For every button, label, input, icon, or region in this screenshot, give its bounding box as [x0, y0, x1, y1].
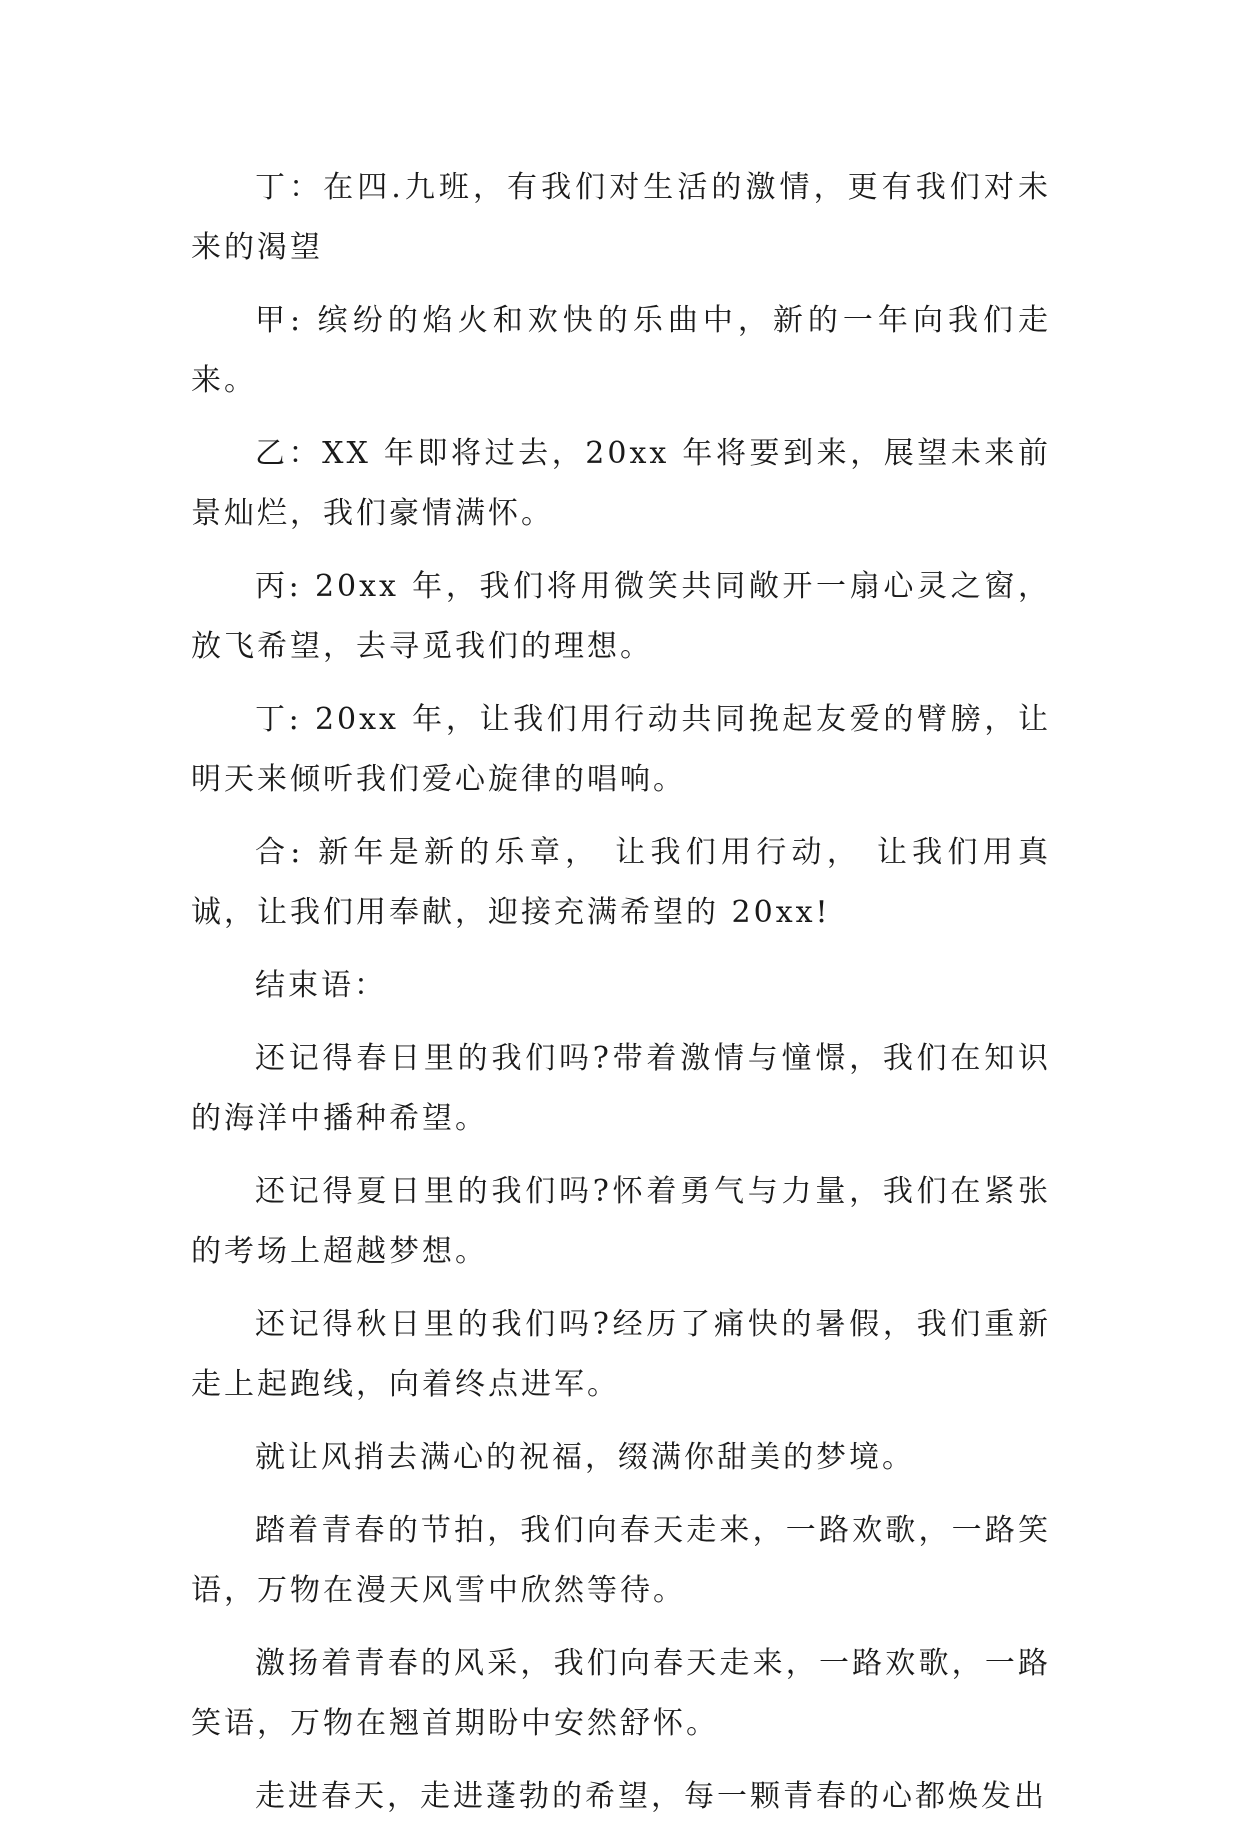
- paragraph: 就让风捎去满心的祝福，缀满你甜美的梦境。: [255, 1440, 915, 1475]
- paragraph: 丁：在四.九班，有我们对生活的激情，更有我们对未来的渴望: [191, 170, 1051, 265]
- paragraph: 还记得夏日里的我们吗?怀着勇气与力量，我们在紧张的考场上超越梦想。: [191, 1174, 1051, 1269]
- paragraph: 走进春天，走进蓬勃的希望，每一颗青春的心都焕发出: [255, 1779, 1047, 1814]
- paragraph: 丙: 20xx 年，我们将用微笑共同敞开一扇心灵之窗，放飞希望，去寻觅我们的理想。: [191, 569, 1051, 664]
- section-heading: 结束语：: [255, 968, 387, 1003]
- paragraph: 还记得春日里的我们吗?带着激情与憧憬，我们在知识的海洋中播种希望。: [191, 1041, 1051, 1136]
- paragraph: 丁: 20xx 年，让我们用行动共同挽起友爱的臂膀，让明天来倾听我们爱心旋律的唱响。: [191, 702, 1051, 797]
- document-body: [191, 158, 1051, 1840]
- paragraph: 激扬着青春的风采，我们向春天走来，一路欢歌，一路笑语，万物在翘首期盼中安然舒怀。: [191, 1646, 1051, 1741]
- paragraph: 甲: 缤纷的焰火和欢快的乐曲中，新的一年向我们走来。: [191, 303, 1051, 398]
- paragraph: 踏着青春的节拍，我们向春天走来，一路欢歌，一路笑语，万物在漫天风雪中欣然等待。: [191, 1513, 1051, 1608]
- paragraph: 乙：XX 年即将过去，20xx 年将要到来，展望未来前景灿烂，我们豪情满怀。: [191, 436, 1051, 531]
- paragraph: 还记得秋日里的我们吗?经历了痛快的暑假，我们重新走上起跑线，向着终点进军。: [191, 1307, 1051, 1402]
- paragraph: 合: 新年是新的乐章， 让我们用行动， 让我们用真诚，让我们用奉献，迎接充满希望的 20xx!: [191, 835, 1051, 930]
